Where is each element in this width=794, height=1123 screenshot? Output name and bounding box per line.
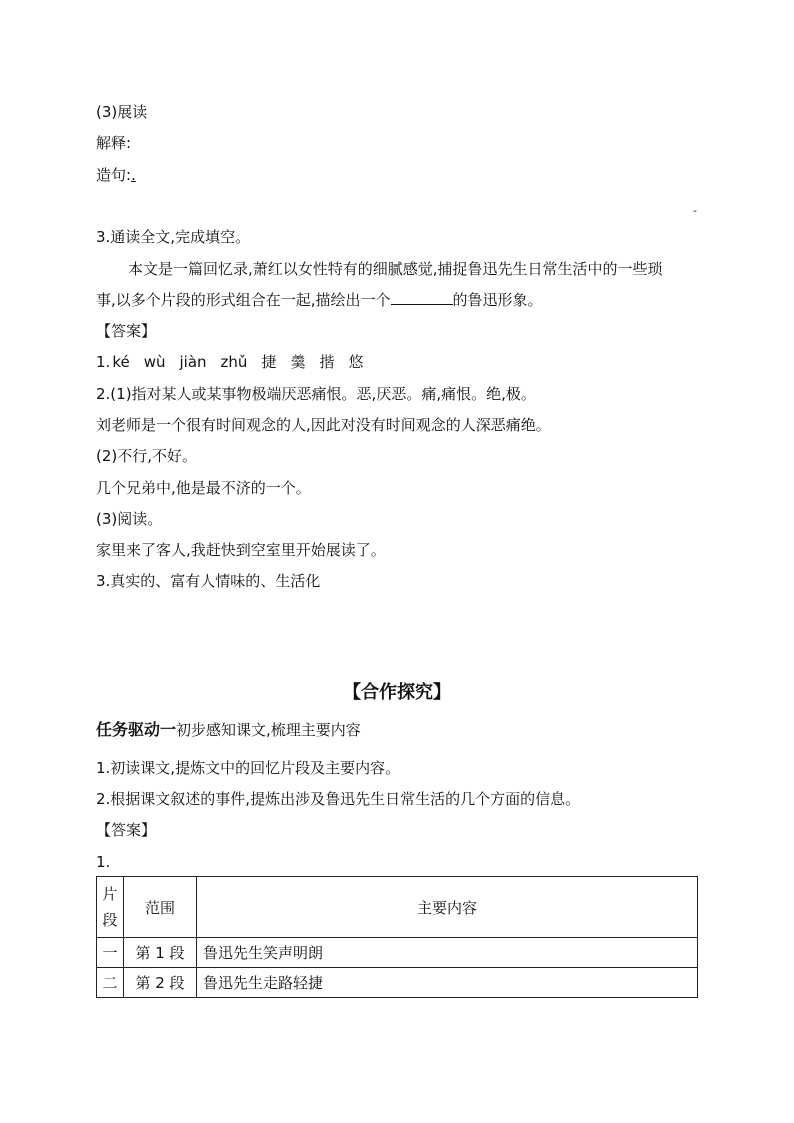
sentence-mark: .: [131, 166, 136, 184]
row-range: 第 2 段: [124, 968, 197, 998]
answer-heading-2: 【答案】: [96, 821, 157, 839]
row-range: 第 1 段: [124, 938, 197, 968]
task-item-2: 2.根据课文叙述的事件,提炼出涉及鲁迅先生日常生活的几个方面的信息。: [96, 790, 581, 808]
table-row: [97, 938, 698, 968]
pinyin-token: 羹: [290, 353, 306, 371]
row-segment: 一: [97, 938, 124, 968]
header-range: 范围: [124, 877, 197, 938]
q3-para-before: 事,以多个片段的形式组合在一起,描绘出一个: [96, 291, 391, 309]
row-segment: 二: [97, 968, 124, 998]
pinyin-token: wù: [143, 353, 166, 371]
pinyin-prefix: 1.: [96, 353, 111, 371]
fill-blank: [391, 290, 453, 305]
margin-dash: -: [693, 204, 697, 217]
answer-2-2: (2)不行,不好。: [96, 447, 198, 465]
pinyin-token: ké: [112, 353, 130, 371]
sentence-label: [96, 165, 136, 185]
q3-para-after: 的鲁迅形象。: [452, 291, 543, 309]
q3-para-line2: [96, 290, 543, 310]
pinyin-token: jiàn: [179, 353, 207, 371]
answer-2-3-example: 家里来了客人,我赶快到空室里开始展读了。: [96, 541, 386, 559]
answer-2-1-example: 刘老师是一个很有时间观念的人,因此对没有时间观念的人深恶痛绝。: [96, 416, 551, 434]
pinyin-token: 捷: [261, 353, 277, 371]
answer-heading-1: 【答案】: [96, 322, 157, 340]
task-label: 任务驱动一: [96, 720, 177, 739]
answer-2-2-example: 几个兄弟中,他是最不济的一个。: [96, 479, 311, 497]
vocab-item3: (3)展读: [96, 103, 148, 121]
pinyin-token: 揩: [319, 353, 335, 371]
header-pian: 片: [102, 885, 118, 903]
q3-para-line1: 本文是一篇回忆录,萧红以女性特有的细腻感觉,捕捉鲁迅先生日常生活中的一些琐: [128, 260, 663, 278]
header-content: 主要内容: [197, 877, 698, 938]
header-segment: [97, 877, 124, 938]
header-duan: 段: [102, 911, 118, 929]
table-header-row: [97, 877, 698, 938]
explain-label: 解释:: [96, 134, 132, 152]
answer-2-num: 1.: [96, 853, 111, 871]
table-row: [97, 968, 698, 998]
content-table: [96, 876, 698, 998]
sentence-label-text: 造句:: [96, 166, 132, 184]
answer-3: 3.真实的、富有人情味的、生活化: [96, 572, 321, 590]
row-content: 鲁迅先生走路轻捷: [197, 968, 698, 998]
task-line: [96, 720, 361, 740]
row-content: 鲁迅先生笑声明朗: [197, 938, 698, 968]
answer-2-1: 2.(1)指对某人或某事物极端厌恶痛恨。恶,厌恶。痛,痛恨。绝,极。: [96, 385, 536, 403]
pinyin-line: [96, 352, 377, 372]
answer-2-3: (3)阅读。: [96, 510, 163, 528]
task-desc: 初步感知课文,梳理主要内容: [176, 721, 361, 739]
q3-title: 3.通读全文,完成填空。: [96, 228, 251, 246]
pinyin-token: 悠: [348, 353, 364, 371]
pinyin-token: zhǔ: [220, 353, 248, 371]
task-item-1: 1.初读课文,提炼文中的回忆片段及主要内容。: [96, 759, 401, 777]
section-title: 【合作探究】: [343, 682, 451, 703]
